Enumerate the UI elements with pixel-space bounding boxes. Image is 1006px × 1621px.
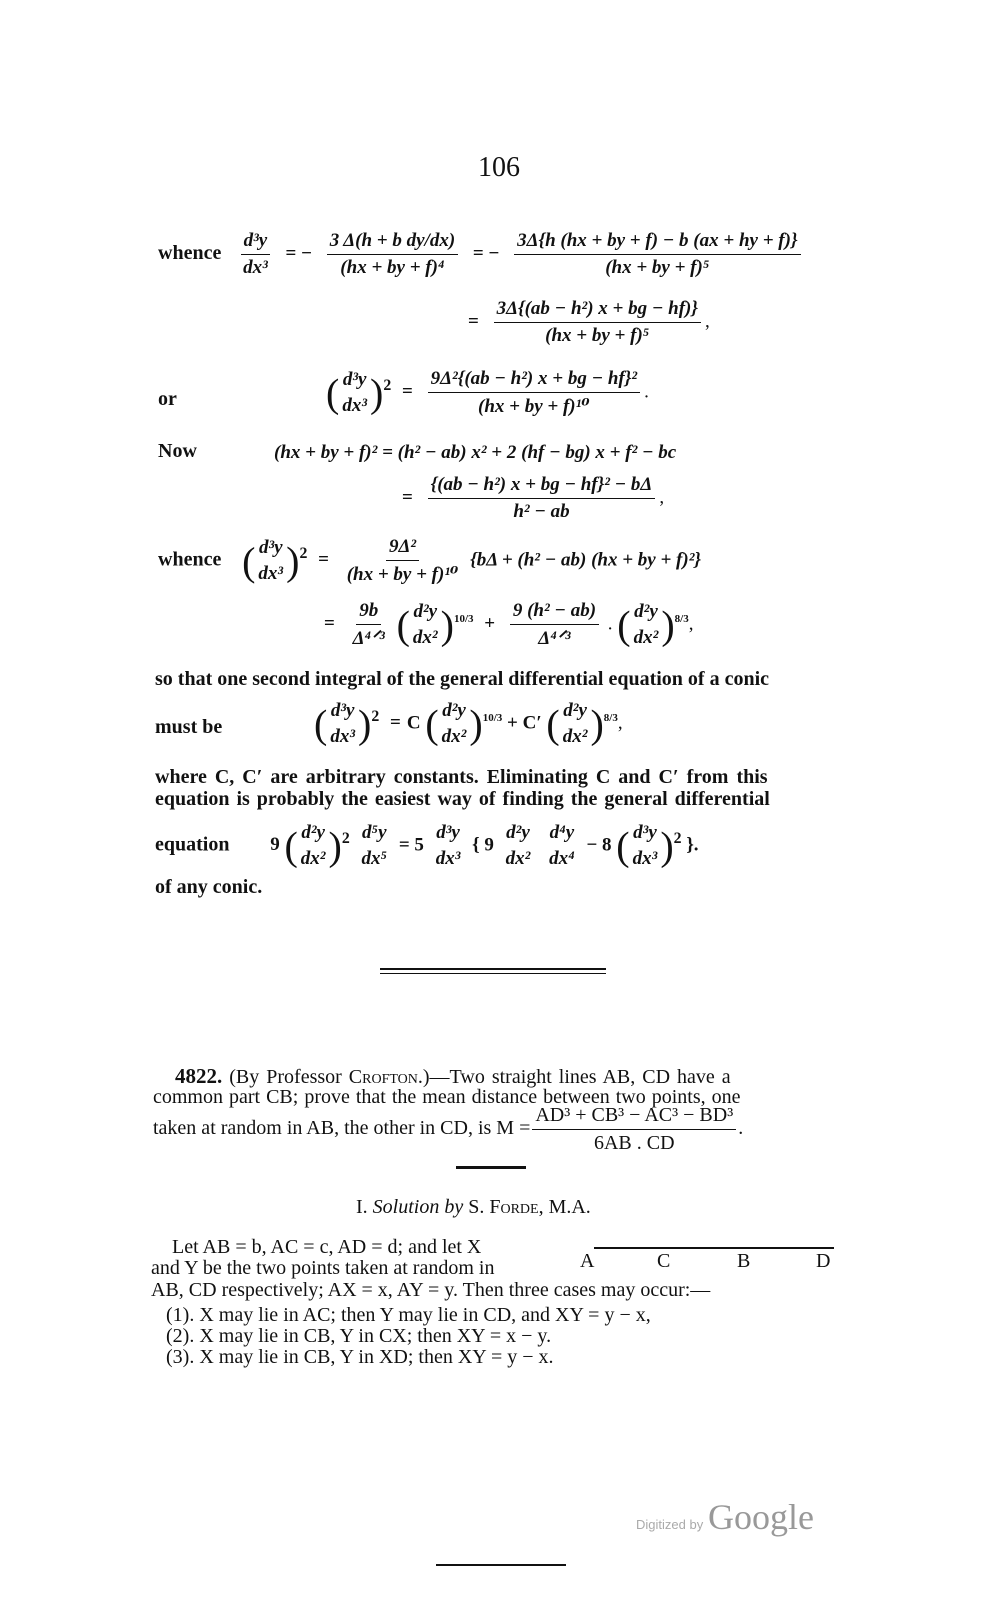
numerator: d²y	[634, 601, 658, 622]
denominator: (hx + by + f)⁵	[605, 257, 710, 278]
denominator: Δ⁴ᐟ³	[352, 628, 385, 649]
exponent: 10/3	[482, 712, 503, 725]
label: equation	[155, 833, 230, 856]
exponent: 2	[673, 830, 682, 848]
exponent: 2	[383, 377, 392, 395]
denominator: dx²	[505, 848, 531, 869]
numerator: d³y	[258, 537, 283, 558]
numerator: 3Δ{(ab − h²) x + bg − hf)}	[494, 298, 701, 323]
numerator: d²y	[563, 700, 587, 721]
solution-line: and Y be the two points taken at random in	[151, 1257, 495, 1279]
denominator: (hx + by + f)¹⁰	[346, 564, 459, 585]
equation-3-line2: = $\frac{\text{\{(ab − h²) x + bg − hf\}² − bΔ}}{\text{h² − ab}}$ ,	[402, 474, 665, 522]
bracket-close: }.	[686, 834, 699, 856]
problem-number: 4822.	[175, 1064, 223, 1088]
bracket-term: {bΔ + (h² − ab) (hx + by + f)²}	[470, 549, 702, 571]
denominator: dx³	[435, 848, 461, 869]
numerator: d⁵y	[362, 822, 387, 843]
denominator: 6AB . CD	[593, 1132, 675, 1154]
text: taken at random in AB, the other in CD, is M =	[153, 1117, 531, 1140]
numerator: {(ab − h²) x + bg − hf}² − bΔ	[428, 474, 656, 499]
numerator: d³y	[633, 822, 657, 843]
numerator: d²y	[442, 700, 466, 721]
numerator: d²y	[413, 601, 438, 622]
numerator: AD³ + CB³ − AC³ − BD³	[532, 1104, 736, 1130]
case-2: (2). X may lie in CB, Y in CX; then XY = x − y.	[166, 1325, 552, 1347]
point-label: D	[816, 1250, 831, 1272]
label: whence	[158, 241, 222, 264]
text: I.	[356, 1196, 368, 1218]
label-must-be: must be	[155, 716, 223, 738]
denominator: dx²	[562, 726, 588, 747]
text: Digitized by	[636, 1517, 704, 1532]
section-divider	[380, 968, 606, 970]
equation-4-cont: = $\frac{9b}{\text{Δ⁴ᐟ³}}$ ( d²y dx² )$^{10/3}$ + $\frac{\text{9 (h² − ab)}}{\text{Δ⁴ᐟ³}}$ . ( d²y dx² )$^{8/3}$,	[324, 600, 694, 649]
denominator: dx⁴	[549, 848, 575, 869]
solution-line: Let AB = b, AC = c, AD = d; and let X	[172, 1236, 482, 1258]
equation-1: whence $\frac{\text{d³y}}{\text{dx³}}$ = − $\frac{\text{3 Δ(h + b dy/dx)}}{\text{(hx + by + f)⁴}}$ = − $\frac{3\Delta\{h (hx + by + f) - b (ax + hy + f)\}}{\text{(hx + by + f)⁵}}$	[158, 230, 805, 279]
problem-line-2: common part CB; prove that the mean distance between two points, one	[153, 1086, 741, 1108]
bracket-open: { 9	[472, 834, 494, 856]
exponent: 10/3	[453, 613, 474, 626]
denominator: dx³	[243, 257, 268, 278]
denominator: dx³	[330, 726, 356, 747]
denominator: Δ⁴ᐟ³	[538, 628, 571, 649]
divider	[456, 1166, 526, 1169]
paragraph: of any conic.	[155, 876, 263, 898]
exponent: 8/3	[603, 712, 618, 725]
exponent: 2	[341, 830, 350, 848]
numerator: d³y	[436, 822, 460, 843]
numerator: 9Δ²{(ab − h²) x + bg − hf}²	[428, 368, 640, 393]
solution-heading	[356, 1196, 591, 1219]
paragraph: where C, C′ are arbitrary constants. Eliminating C and C′ from this	[155, 766, 768, 788]
equation-3-line1: (hx + by + f)² = (h² − ab) x² + 2 (hf − bg) x + f² − bc	[274, 442, 677, 463]
numerator: d³y	[342, 369, 367, 390]
solution-line: AB, CD respectively; AX = x, AY = y. Then three cases may occur:—	[151, 1279, 711, 1301]
numerator: d²y	[506, 822, 530, 843]
denominator: dx²	[412, 627, 438, 648]
numerator: 3 Δ(h + b dy/dx)	[327, 230, 458, 255]
numerator: 9b	[356, 600, 381, 625]
page-number: 106	[478, 152, 520, 183]
denominator: dx⁵	[361, 848, 388, 869]
coefficient: 9	[270, 834, 280, 856]
denominator: dx²	[441, 726, 467, 747]
section-divider	[380, 973, 606, 974]
watermark	[636, 1496, 814, 1538]
constant-c: C	[406, 712, 421, 734]
equation-5: ( d³y dx³ )$^2$ = C ( d²y dx² )$^{10/3}$ + C′ ( d²y dx² )$^{8/3}$,	[314, 700, 623, 747]
label-or: or	[158, 388, 177, 410]
case-3: (3). X may lie in CB, Y in XD; then XY = y − x.	[166, 1346, 554, 1368]
denominator: h² − ab	[513, 501, 570, 522]
numerator: 3Δ{h (hx + by + f) − b (ax + hy + f)}	[514, 230, 801, 255]
denominator: (hx + by + f)⁴	[340, 257, 445, 278]
numerator: 9 (h² − ab)	[510, 600, 599, 625]
exponent: 2	[371, 708, 380, 726]
label: whence	[158, 548, 222, 571]
numerator: d²y	[301, 822, 325, 843]
exponent: 2	[299, 545, 308, 563]
case-1: (1). X may lie in AC; then Y may lie in CD, and XY = y − x,	[166, 1304, 651, 1326]
text: .)—Two straight lines AB, CD have a	[417, 1066, 731, 1088]
denominator: dx²	[300, 848, 326, 869]
equation-4: whence ( d³y dx³ )$^2$ = $\frac{\text{9Δ²}}{\text{(hx + by + f)¹⁰}}$ {bΔ + (h² − ab) (hx + by + f)²}	[158, 536, 702, 585]
paragraph: equation is probably the easiest way of finding the general differential	[155, 788, 770, 810]
diagram-line	[594, 1247, 834, 1249]
denominator: dx³	[342, 395, 368, 416]
denominator: (hx + by + f)⁵	[545, 325, 650, 346]
numerator: d⁴y	[549, 822, 575, 843]
exponent: 8/3	[674, 613, 689, 626]
numerator: d³y	[241, 230, 271, 255]
solver-name: S. Forde, M.A.	[468, 1196, 591, 1218]
label-now: Now	[158, 440, 197, 462]
numerator: 9Δ²	[386, 536, 419, 561]
author: Crofton	[348, 1066, 418, 1088]
paragraph: so that one second integral of the general differential equation of a conic	[155, 668, 770, 690]
point-label: B	[737, 1250, 751, 1272]
operator: − 8	[586, 834, 612, 856]
text: (By Professor	[229, 1066, 349, 1088]
denominator: (hx + by + f)¹⁰	[478, 396, 590, 417]
problem-line-3: taken at random in AB, the other in CD, is M = $\frac{\text{AD³ + CB³ − AC³ − BD³}}{6AB . CD}$ .	[153, 1104, 744, 1154]
equation-2: ( d³y dx³ )$^2$ = $\frac{\text{9Δ²\{(ab − h²) x + bg − hf\}²}}{\text{(hx + by + f)¹⁰}}$ .	[326, 368, 649, 417]
text: Solution by	[372, 1196, 464, 1218]
google-logo: Google	[707, 1497, 814, 1537]
numerator: d³y	[330, 700, 355, 721]
footer-rule	[436, 1564, 566, 1566]
equation-1-cont: = $\frac{\text{3Δ\{(ab − h²) x + bg − hf)\}}}{\text{(hx + by + f)⁵}}$ ,	[468, 298, 710, 346]
denominator: dx²	[633, 627, 659, 648]
denominator: dx³	[632, 848, 658, 869]
point-label: C	[657, 1250, 671, 1272]
equation-6: equation 9 ( d²y dx² )$^2$ d⁵y dx⁵ = 5 d³y dx³ { 9 d²y dx² d⁴y dx⁴ − 8 ( d³y dx³ )$^2$ }.	[155, 822, 699, 869]
constant-c-prime: + C′	[507, 712, 542, 734]
denominator: dx³	[258, 563, 284, 584]
coefficient: = 5	[398, 834, 424, 856]
point-label: A	[580, 1250, 595, 1272]
